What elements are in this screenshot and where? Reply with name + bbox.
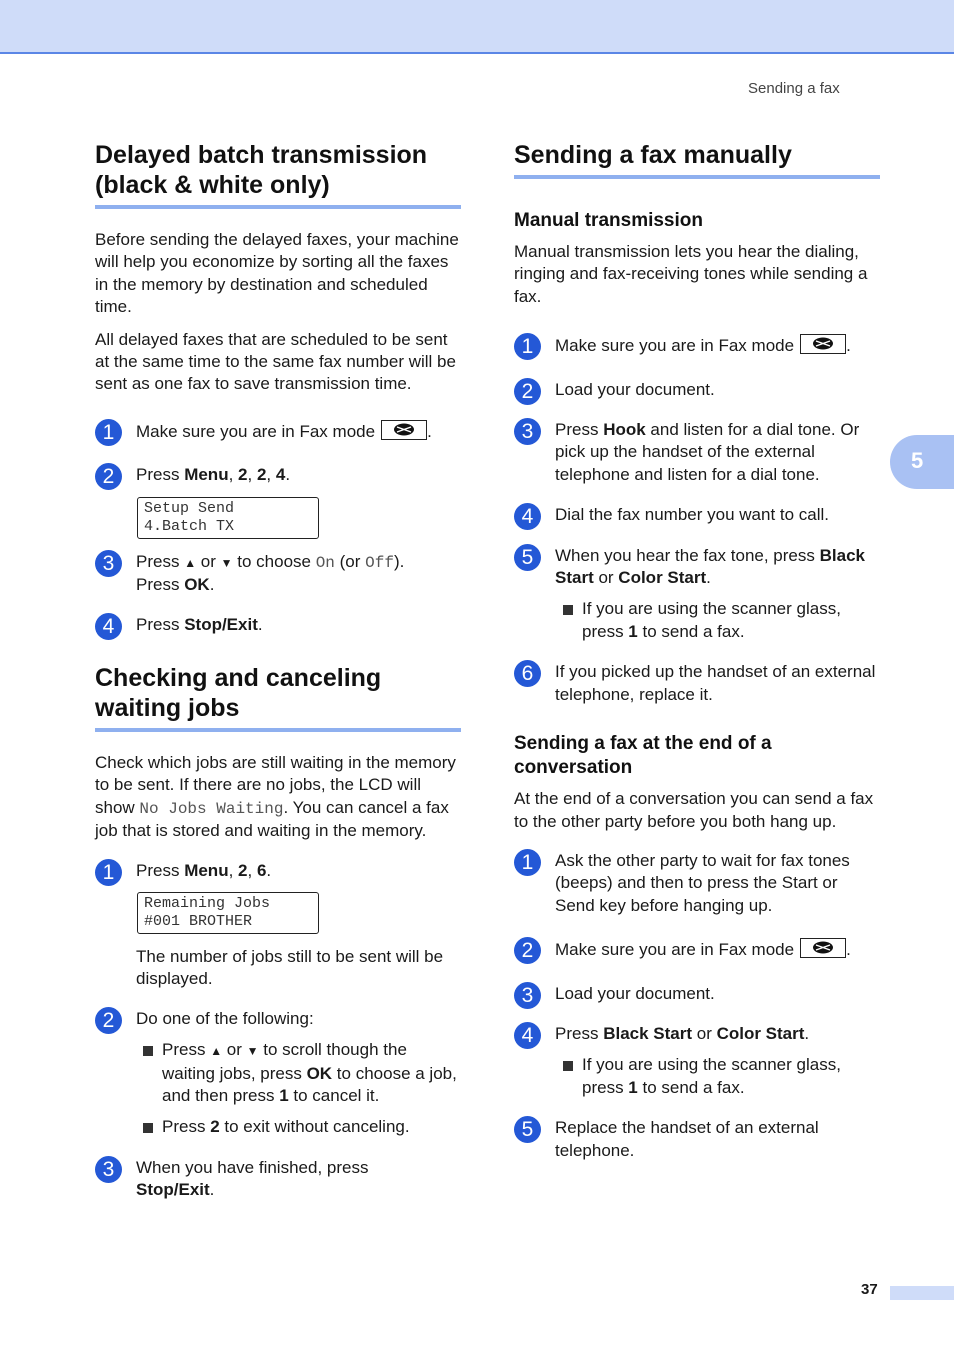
top-header-band [0, 0, 954, 54]
step-1: 1 Ask the other party to wait for fax tones (beeps) and then to press the Start or Send key before hanging up. [514, 850, 880, 917]
step-number: 4 [514, 1022, 541, 1049]
up-arrow-icon: ▲ [210, 1044, 223, 1059]
lcd-display: Setup Send 4.Batch TX [137, 497, 319, 539]
lcd-display: Remaining Jobs #001 BROTHER [137, 892, 319, 934]
step-2: 2 Do one of the following: [95, 1008, 461, 1030]
step-number: 2 [95, 463, 122, 490]
step-5: 5 When you hear the fax tone, press Black Start or Color Start. [514, 545, 880, 590]
paragraph: Check which jobs are still waiting in the memory to be sent. If there are no jobs, the LCD will show No Jobs Waiting. You can cancel a fax job that is stored and waiting in the memory. [95, 752, 456, 841]
step-4: 4 Press Black Start or Color Start. [514, 1023, 880, 1045]
step-2: 2 Make sure you are in Fax mode . [514, 938, 880, 961]
step-2: 2 Press Menu, 2, 2, 4. [95, 464, 461, 486]
step-number: 3 [514, 982, 541, 1009]
step-number: 1 [95, 859, 122, 886]
bullet-item: Press ▲ or ▼ to scroll though the waiting jobs, press OK to choose a job, and then press 1 to cancel it. [143, 1039, 461, 1107]
step-number: 2 [514, 378, 541, 405]
step-4: 4 Dial the fax number you want to call. [514, 504, 880, 526]
step-1: 1 Make sure you are in Fax mode . [514, 334, 880, 357]
fax-mode-key-icon [381, 420, 427, 440]
paragraph: Manual transmission lets you hear the dialing, ringing and fax-receiving tones while sending a fax. [514, 242, 868, 306]
footer-band [890, 1286, 954, 1300]
note: The number of jobs still to be sent will be displayed. [136, 946, 444, 989]
chapter-tab [890, 435, 954, 489]
left-column [95, 140, 461, 1202]
step-number: 5 [514, 544, 541, 571]
right-column [514, 140, 880, 1162]
step-number: 2 [514, 937, 541, 964]
step-3: 3 Load your document. [514, 983, 880, 1005]
running-head: Sending a fax [748, 80, 840, 97]
step-number: 1 [514, 333, 541, 360]
step-number: 4 [95, 613, 122, 640]
step-number: 1 [95, 419, 122, 446]
step-number: 6 [514, 660, 541, 687]
chapter-number: 5 [911, 448, 924, 473]
step-3: 3 Press Hook and listen for a dial tone. Or pick up the handset of the external telephone and listen for a dial tone. [514, 419, 880, 486]
step-2: 2 Load your document. [514, 379, 880, 401]
step-3: 3 Press ▲ or ▼ to choose On (or Off). Press OK. [95, 551, 461, 597]
down-arrow-icon: ▼ [246, 1044, 259, 1059]
step-4: 4 Press Stop/Exit. [95, 614, 461, 636]
paragraph: All delayed faxes that are scheduled to be sent at the same time to the same fax number will be sent as one fax to save transmission time. [95, 329, 456, 394]
fax-mode-key-icon [800, 938, 846, 958]
step-number: 1 [514, 849, 541, 876]
subheading-end-of-conversation: Sending a fax at the end of a conversation [514, 733, 772, 779]
step-number: 3 [95, 1156, 122, 1183]
step-5: 5 Replace the handset of an external telephone. [514, 1117, 880, 1162]
step-number: 3 [95, 550, 122, 577]
up-arrow-icon: ▲ [184, 555, 197, 570]
section-title-sending-manually: Sending a fax manually [514, 140, 880, 179]
bullet-item: If you are using the scanner glass, press 1 to send a fax. [563, 1054, 880, 1099]
section-title-delayed-batch: Delayed batch transmission (black & white only) [95, 140, 461, 209]
section-title-checking-jobs: Checking and canceling waiting jobs [95, 663, 461, 732]
step-number: 3 [514, 418, 541, 445]
paragraph: At the end of a conversation you can send a fax to the other party before you both hang up. [514, 789, 874, 831]
down-arrow-icon: ▼ [220, 555, 233, 570]
step-3: 3 When you have finished, press Stop/Exit. [95, 1157, 461, 1202]
subheading-manual-transmission: Manual transmission [514, 210, 703, 231]
fax-mode-key-icon [800, 334, 846, 354]
step-1: 1 Press Menu, 2, 6. [95, 860, 461, 882]
step-6: 6 If you picked up the handset of an external telephone, replace it. [514, 661, 880, 706]
step-number: 5 [514, 1116, 541, 1143]
page-number: 37 [861, 1281, 878, 1298]
paragraph: Before sending the delayed faxes, your machine will help you economize by sorting all the faxes in the memory by destination and scheduled time. [95, 230, 459, 317]
step-number: 4 [514, 503, 541, 530]
bullet-item: Press 2 to exit without canceling. [143, 1116, 461, 1138]
step-number: 2 [95, 1007, 122, 1034]
step-1: 1 Make sure you are in Fax mode . [95, 420, 461, 443]
bullet-item: If you are using the scanner glass, press 1 to send a fax. [563, 598, 880, 643]
